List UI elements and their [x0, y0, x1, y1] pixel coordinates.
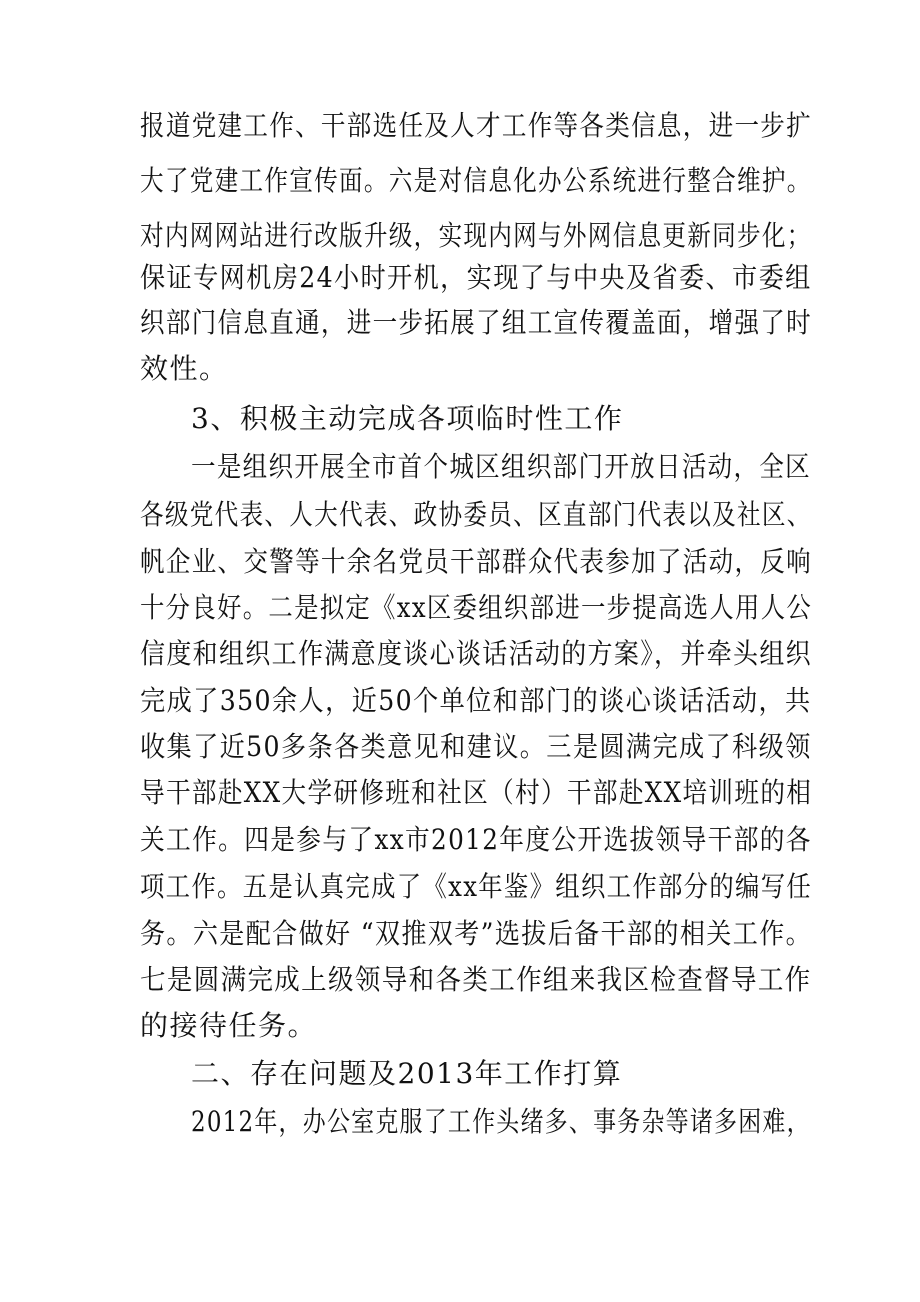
text-line-6: 效性。 — [140, 352, 229, 385]
text-line-2: 大了党建工作宣传面。六是对信息化办公系统进行整合维护。 — [140, 164, 812, 197]
text-line-13: 完成了350余人，近50个单位和部门的谈心谈话活动，共 — [140, 684, 812, 717]
text-line-4: 保证专网机房24小时开机，实现了与中央及省委、市委组 — [140, 261, 812, 294]
section-heading-3: 3、积极主动完成各项临时性工作 — [191, 402, 624, 435]
text-line-9: 各级党代表、人大代表、政协委员、区直部门代表以及社区、 — [140, 498, 812, 531]
section-heading-2: 二、存在问题及2013年工作打算 — [191, 1057, 623, 1090]
text-line-12: 信度和组织工作满意度谈心谈话活动的方案》，并牵头组织 — [140, 637, 813, 670]
text-line-20: 的接待任务。 — [140, 1009, 318, 1042]
text-line-19: 七是圆满完成上级领导和各类工作组来我区检查督导工作 — [140, 963, 812, 996]
text-line-17: 项工作。五是认真完成了《xx年鉴》组织工作部分的编写任 — [140, 870, 813, 903]
text-line-22: 2012年，办公室克服了工作头绪多、事务杂等诸多困难， — [191, 1105, 811, 1138]
text-line-18: 务。六是配合做好 “双推双考”选拔后备干部的相关工作。 — [140, 917, 813, 950]
text-line-5: 织部门信息直通，进一步拓展了组工宣传覆盖面，增强了时 — [140, 306, 813, 339]
text-line-16: 关工作。四是参与了xx市2012年度公开选拔领导干部的各 — [140, 823, 812, 856]
text-line-10: 帆企业、交警等十余名党员干部群众代表参加了活动，反响 — [140, 545, 813, 578]
text-line-11: 十分良好。二是拟定《xx区委组织部进一步提高选人用人公 — [140, 591, 813, 624]
text-line-14: 收集了近50多条各类意见和建议。三是圆满完成了科级领 — [140, 730, 812, 763]
text-line-8: 一是组织开展全市首个城区组织部门开放日活动，全区 — [191, 450, 812, 483]
text-line-3: 对内网网站进行改版升级，实现内网与外网信息更新同步化； — [140, 219, 812, 252]
text-line-1: 报道党建工作、干部选任及人才工作等各类信息，进一步扩 — [140, 109, 813, 142]
text-line-15: 导干部赴XX大学研修班和社区（村）干部赴XX培训班的相 — [140, 776, 813, 809]
